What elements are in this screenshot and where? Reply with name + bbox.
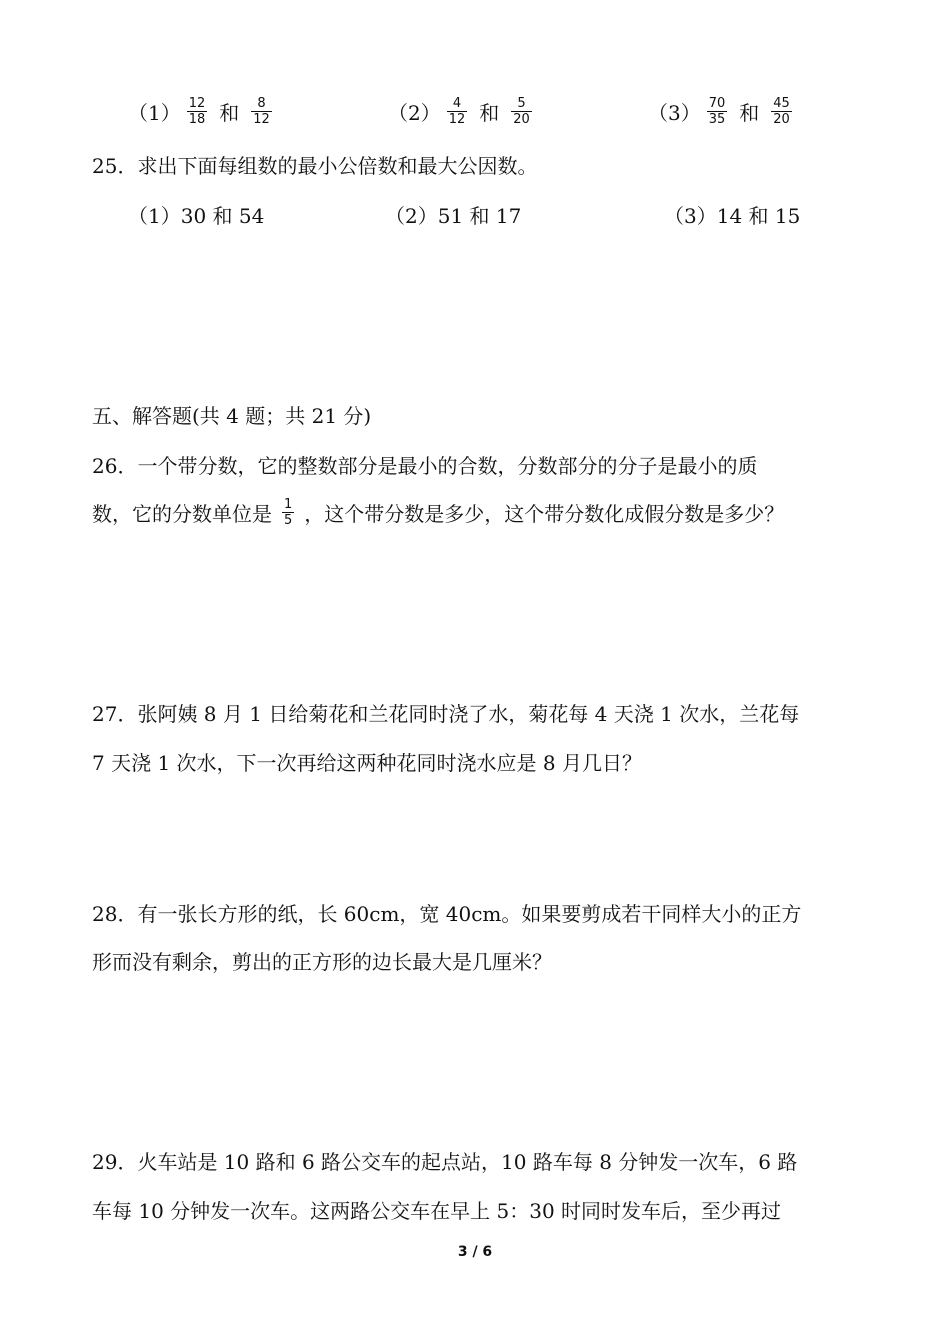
numerator: 1 bbox=[284, 497, 293, 512]
q24-item-2-label: （2） bbox=[388, 101, 441, 125]
q24-item-3-fraction-b bbox=[771, 96, 792, 127]
q26-line-2 bbox=[92, 497, 784, 528]
numerator: 4 bbox=[447, 96, 468, 112]
q27-line-2: 7 天浇 1 次水，下一次再给这两种花同时浇水应是 8 月几日？ bbox=[92, 751, 642, 775]
q24-item-3-label: （3） bbox=[648, 101, 701, 125]
q24-item-1-fraction-a bbox=[187, 96, 208, 127]
q28-line-2: 形而没有剩余，剪出的正方形的边长最大是几厘米？ bbox=[92, 950, 552, 974]
q24-item-2-fraction-a bbox=[447, 96, 468, 127]
denominator: 35 bbox=[708, 112, 726, 127]
numerator: 12 bbox=[188, 96, 206, 111]
denominator: 12 bbox=[253, 112, 270, 127]
q24-item-1-and: 和 bbox=[219, 101, 240, 125]
page-number: 3 / 6 bbox=[457, 1244, 493, 1260]
q24-item-2-and: 和 bbox=[479, 101, 500, 125]
q26-line-2-after: ，这个带分数是多少，这个带分数化成假分数是多少？ bbox=[304, 502, 785, 526]
q24-item-3 bbox=[648, 96, 794, 127]
denominator: 18 bbox=[188, 112, 206, 127]
numerator: 8 bbox=[251, 96, 272, 112]
q24-item-3-fraction-a bbox=[707, 96, 728, 127]
q26-fraction bbox=[282, 497, 294, 528]
q24-item-1-label: （1） bbox=[128, 101, 181, 125]
q26-line-1: 26．一个带分数，它的整数部分是最小的合数，分数部分的分子是最小的质 bbox=[92, 454, 758, 478]
denominator: 20 bbox=[513, 112, 530, 127]
denominator: 12 bbox=[448, 112, 466, 127]
section-title: 五、解答题(共 4 题；共 21 分) bbox=[92, 404, 372, 428]
q24-item-3-and: 和 bbox=[739, 101, 760, 125]
q27-line-1: 27．张阿姨 8 月 1 日给菊花和兰花同时浇了水，菊花每 4 天浇 1 次水，兰花每 bbox=[92, 702, 800, 726]
q29-line-1: 29．火车站是 10 路和 6 路公交车的起点站，10 路车每 8 分钟发一次车，6 路 bbox=[92, 1150, 798, 1174]
q25-item-2: （2）51 和 17 bbox=[385, 204, 522, 228]
numerator: 70 bbox=[708, 96, 726, 111]
q25-text: 25．求出下面每组数的最小公倍数和最大公因数。 bbox=[92, 154, 538, 178]
q24-item-2 bbox=[388, 96, 534, 127]
q26-line-2-before: 数，它的分数单位是 bbox=[92, 502, 272, 526]
q29-line-2: 车每 10 分钟发一次车。这两路公交车在早上 5：30 时同时发车后，至少再过 bbox=[92, 1199, 782, 1223]
denominator: 20 bbox=[773, 112, 790, 127]
q25-item-1: （1）30 和 54 bbox=[128, 204, 265, 228]
numerator: 45 bbox=[773, 96, 790, 111]
q24-item-1-fraction-b bbox=[251, 96, 272, 127]
q25-item-3: （3）14 和 15 bbox=[664, 204, 801, 228]
denominator: 5 bbox=[284, 513, 293, 528]
q28-line-1: 28．有一张长方形的纸，长 60cm，宽 40cm。如果要剪成若干同样大小的正方 bbox=[92, 902, 802, 926]
q24-item-1 bbox=[128, 96, 274, 127]
q24-item-2-fraction-b bbox=[511, 96, 532, 127]
numerator: 5 bbox=[511, 96, 532, 112]
